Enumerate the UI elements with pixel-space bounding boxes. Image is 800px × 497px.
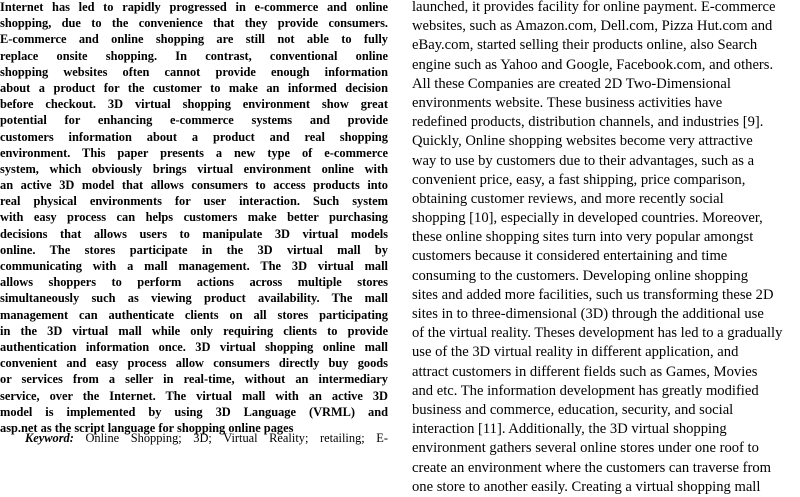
abstract-line: in the 3D virtual mall while only requiring clients to provide [0,323,388,338]
abstract-line: shopping, due to the convenience that they provide consumers. [0,16,388,31]
abstract-line: shopping websites often cannot provide enough information [0,64,388,79]
abstract-line: communicating with a mall management. The 3D virtual mall [0,259,388,273]
body-line: obtaining customer reviews, and more recently social [412,190,724,207]
abstract-line: service, over the Internet. The virtual mall with an active 3D [0,388,388,403]
abstract-line: real physical environments for user interaction. Such system [0,194,388,209]
abstract-line: system, which obviously brings virtual environment online with [0,161,388,176]
body-line: launched, it provides facility for online payment. E-commerce [412,0,776,15]
body-line: All these Companies are created 2D Two-Dimensional [412,75,731,92]
body-line: consuming to the customers. Developing online shopping [412,267,749,284]
body-line: these online shopping sites turn into very popular amongst [412,229,754,246]
abstract-line: customers information about a product and real shopping [0,129,388,144]
body-line: convenient price, easy, a fast shipping, price comparison, [412,171,746,188]
body-line: sites and added more facilities, such us transforming these 2D [412,286,774,303]
abstract-line: or services from a seller in real-time, without an intermediary [0,372,388,387]
abstract-line: Internet has led to rapidly progressed in e-commerce and online [0,0,388,14]
body-line: way to use by customers due to their advantages, such as a [412,152,755,169]
body-line: shopping [10], especially in developed countries. Moreover, [412,210,763,227]
abstract-line: authentication information once. 3D virtual shopping online mall [0,339,388,354]
abstract-column [0,0,388,436]
abstract-line: management can authenticate clients on all stores participating [0,307,388,322]
body-line: Quickly, Online shopping websites become very attractive [412,133,753,150]
abstract-line: allows shoppers to perform actions across multiple stores [0,275,388,290]
keywords-text: Online Shopping; 3D; Virtual Reality; retailing; E- [73,431,388,445]
body-line: environments website. These business activities have [412,94,723,111]
body-line: websites, such as Amazon.com, Dell.com, Pizza Hut.com and [412,18,773,35]
body-line: business and commerce, education, security, and social [412,401,734,418]
keywords-label: Keyword: [25,431,74,445]
abstract-line: environment. This paper presents a new type of e-commerce [0,145,388,160]
body-column [412,0,798,497]
abstract-line: E-commerce and online shopping are still not able to fully [0,32,388,47]
body-line: eBay.com, started selling their products online, also Search [412,37,758,54]
abstract-line: simultaneously such as viewing product availability. The mall [0,291,388,306]
body-line: redefined products, distribution channels, and industries [9]. [412,114,764,131]
abstract-line: decisions that allows users to manipulate 3D virtual models [0,226,388,241]
body-line: engine such as Yahoo and Google, Facebook.com, and others. [412,56,774,73]
abstract-line: convenient and easy process allow consumers directly buy goods [0,356,388,371]
body-line: use of the 3D virtual reality in different application, and [412,344,739,361]
body-line: interaction [11]. Additionally, the 3D virtual shopping [412,421,727,438]
body-line: sites in to three-dimensional (3D) through the additional use [412,306,764,322]
abstract-line: before checkout. 3D virtual shopping environment show great [0,97,388,112]
abstract-line: an active 3D model that allows consumers to access products into [0,178,388,193]
abstract-line: about a product for the customer to make an informed decision [0,80,388,95]
abstract-line: potential for enhancing e-commerce systems and provide [0,113,388,128]
body-line: one store to another easily. Creating a virtual shopping mall [412,478,761,495]
body-line: and etc. The information development has greatly modified [412,382,759,399]
body-line: environment gathers several online stores under one roof to [412,440,759,457]
body-line: attract customers in different fields such as Games, Movies [412,363,758,380]
body-line: create an environment where the customers can traverse from [412,459,772,476]
abstract-line: online. The stores participate in the 3D virtual mall by [0,242,388,257]
body-line: customers because it considered entertaining and time [412,248,728,265]
body-line: of the virtual reality. Theses development has led to a gradually [412,325,783,342]
keywords [25,430,388,446]
abstract-line: replace onsite shopping. In contrast, conventional online [0,48,388,63]
abstract-line: model is implemented by using 3D Language (VRML) and [0,404,388,419]
abstract-line: with easy process can helps customers make better purchasing [0,210,388,225]
abstract-line: asp.net as the script language for shopping online pages [0,420,294,435]
